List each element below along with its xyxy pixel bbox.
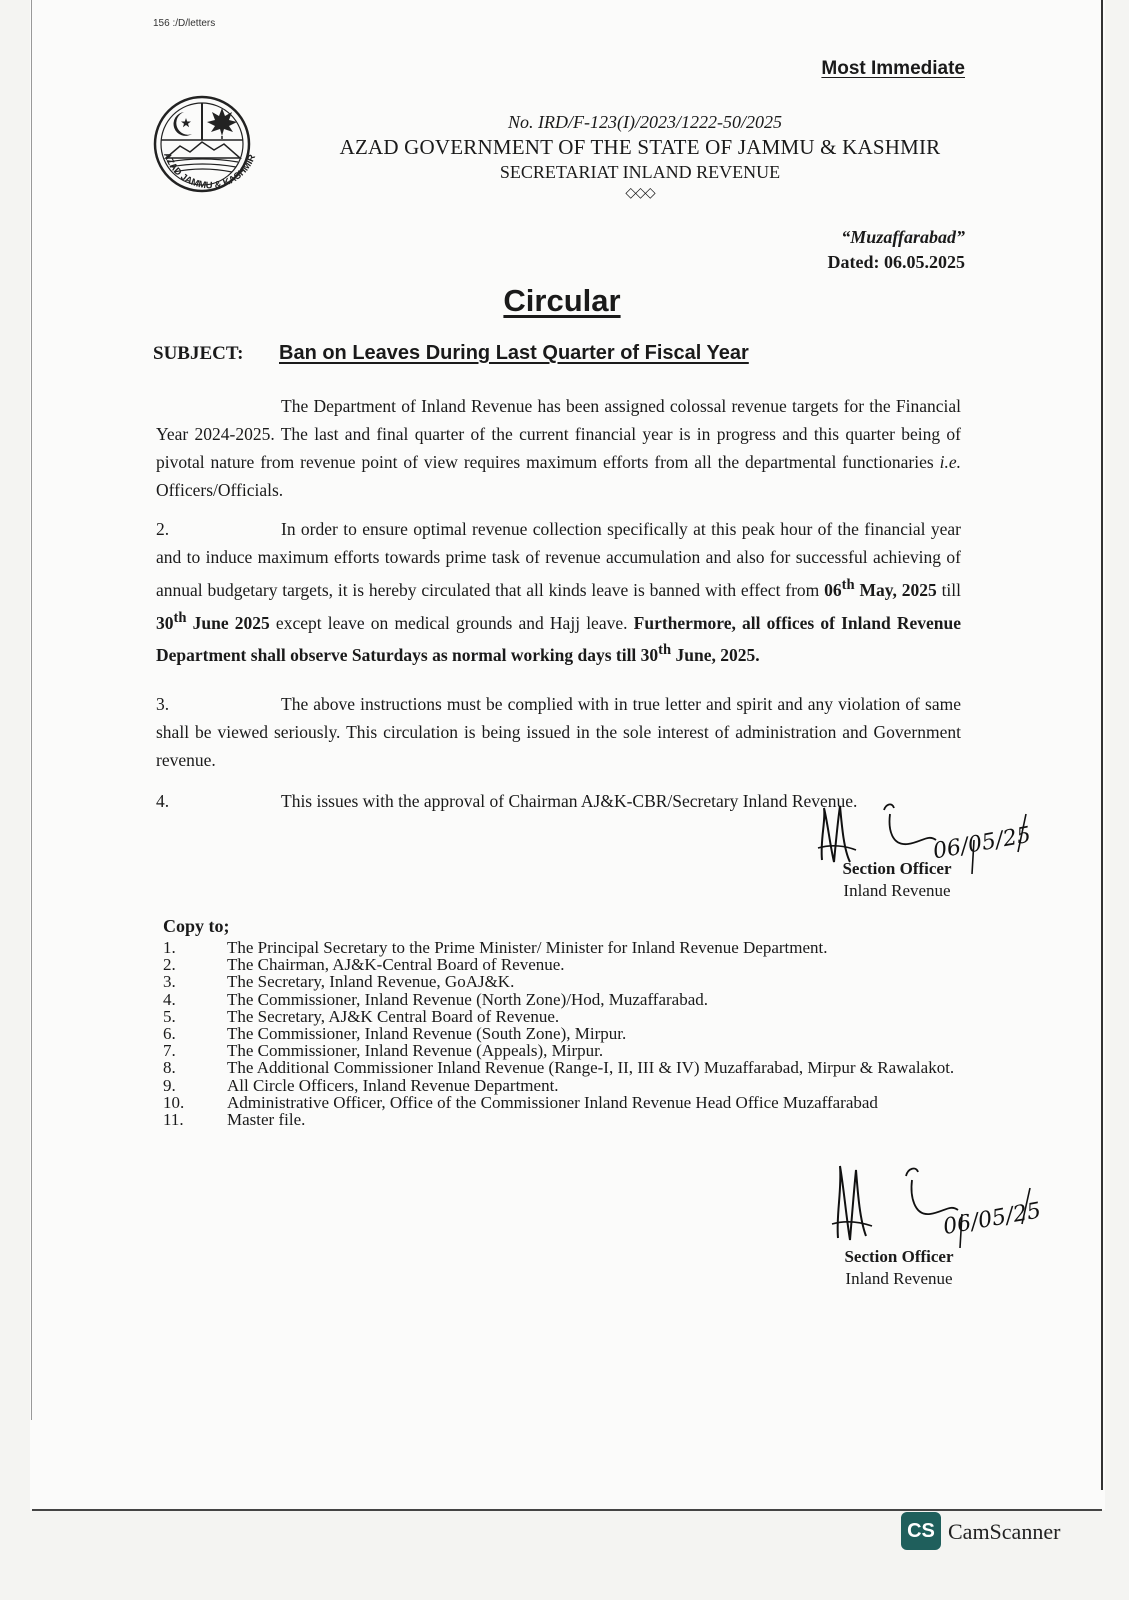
paragraph-3-text: The above instructions must be complied with in true letter and spirit and any violation of same shall be viewed seriously. This circulation is being issued in the sole interest of administration and Government revenue.	[156, 694, 961, 770]
copy-to-label: Copy to;	[163, 916, 230, 936]
paragraph-4-number: 4.	[156, 791, 170, 811]
department-name: SECRETARIAT INLAND REVENUE	[499, 162, 781, 182]
place-name: “Muzaffarabad”	[841, 227, 965, 247]
date-line: Dated: 06.05.2025	[827, 252, 965, 272]
camscanner-logo-icon: CS	[901, 1512, 941, 1550]
end-date-rest: June 2025	[192, 612, 270, 633]
list-item: 10. Administrative Officer, Office of the Commissioner Inland Revenue Head Office Muzaffarabad	[163, 1092, 878, 1112]
list-item: 8. The Additional Commissioner Inland Revenue (Range-I, II, III & IV) Muzaffarabad, Mirpur & Rawalakot.	[163, 1058, 955, 1078]
signature-2	[820, 1160, 1050, 1250]
place-and-date	[828, 225, 966, 275]
start-date-suffix: th	[841, 577, 855, 593]
signatory-dept-2: Inland Revenue	[845, 1269, 953, 1288]
paragraph-4-text: This issues with the approval of Chairman AJ&K-CBR/Secretary Inland Revenue.	[281, 791, 858, 811]
paragraph-2-bold: Furthermore, all offices of Inland Revenue Department shall observe Saturdays as normal working days till 30	[156, 612, 962, 666]
copy-to-list	[163, 939, 963, 1128]
paragraph-2-text: In order to ensure optimal revenue collection specifically at this peak hour of the financial year and to induce maximum efforts towards prime task of revenue accumulation and also for successful achieving of annual budgetary targets, it is hereby circulated that all kinds leave is banned with effect from	[156, 519, 961, 600]
paragraph-2-exception: except leave on medical grounds and Hajj leave.	[275, 612, 628, 633]
subject-label: SUBJECT:	[153, 343, 244, 364]
ie-abbrev: i.e.	[939, 452, 961, 472]
header-ornament: ◇◇◇	[625, 186, 655, 201]
list-item: 6. The Commissioner, Inland Revenue (South Zone), Mirpur.	[163, 1024, 627, 1044]
subject-line	[153, 342, 749, 365]
paragraph-2	[156, 515, 961, 669]
saturday-date-suffix: th	[658, 642, 672, 659]
seal-text: AZAD JAMMU & KASHMIR	[161, 151, 259, 192]
page-right-edge	[1101, 0, 1103, 1490]
list-item: 5. The Secretary, AJ&K Central Board of Revenue.	[163, 1006, 560, 1026]
government-name: AZAD GOVERNMENT OF THE STATE OF JAMMU & KASHMIR	[339, 135, 941, 159]
signature-1-date: 06/05/25	[931, 822, 1033, 865]
signatory-title-2: Section Officer	[844, 1247, 954, 1266]
signatory-dept-1: Inland Revenue	[843, 881, 951, 900]
start-date-day: 06	[824, 579, 842, 600]
priority-label: Most Immediate	[821, 58, 965, 79]
paragraph-1	[156, 392, 961, 504]
paragraph-2-bold-end: June, 2025.	[675, 645, 760, 666]
list-item: 2. The Chairman, AJ&K-Central Board of Revenue.	[163, 955, 565, 975]
end-date-day: 30	[156, 612, 174, 633]
paragraph-3-number: 3.	[156, 694, 170, 714]
document-title	[0, 283, 1129, 319]
list-item: 1. The Principal Secretary to the Prime Minister/ Minister for Inland Revenue Department.	[163, 938, 828, 957]
start-date-rest: May, 2025	[859, 579, 937, 600]
list-item: 9. All Circle Officers, Inland Revenue Department.	[163, 1075, 559, 1095]
paragraph-2-number: 2.	[156, 519, 170, 539]
till-word: till	[941, 579, 962, 600]
page-bottom-edge	[32, 1509, 1102, 1511]
reference-number: No. IRD/F-123(I)/2023/1222-50/2025	[508, 112, 782, 132]
signature-2-date: 06/05/25	[941, 1198, 1043, 1241]
letter-header	[280, 112, 1000, 202]
list-item: 3. The Secretary, Inland Revenue, GoAJ&K.	[163, 972, 515, 992]
list-item: 11. Master file.	[163, 1110, 306, 1130]
paragraph-1-text: The Department of Inland Revenue has been assigned colossal revenue targets for the Financial Year 2024-2025. The last and final quarter of the current financial year is in progress and this quarter being of pivotal nature from revenue point of view requires maximum efforts from all the departmental functionaries	[156, 396, 961, 472]
paragraph-1-tail: Officers/Officials.	[156, 480, 284, 500]
list-item: 4. The Commissioner, Inland Revenue (North Zone)/Hod, Muzaffarabad.	[163, 989, 709, 1009]
file-reference: 156 :/D/letters	[153, 18, 216, 29]
subject-text: Ban on Leaves During Last Quarter of Fiscal Year	[279, 342, 749, 364]
list-item: 7. The Commissioner, Inland Revenue (Appeals), Mirpur.	[163, 1041, 604, 1061]
signatory-block-2	[824, 1246, 974, 1290]
camscanner-watermark: CamScanner	[948, 1519, 1061, 1544]
signatory-block-1	[822, 858, 972, 902]
end-date-suffix: th	[173, 609, 187, 626]
paragraph-3	[156, 690, 961, 774]
page-left-edge	[31, 0, 32, 1420]
azad-kashmir-seal-icon	[150, 92, 270, 212]
signatory-title-1: Section Officer	[842, 859, 952, 878]
document-title-text: Circular	[503, 283, 621, 318]
